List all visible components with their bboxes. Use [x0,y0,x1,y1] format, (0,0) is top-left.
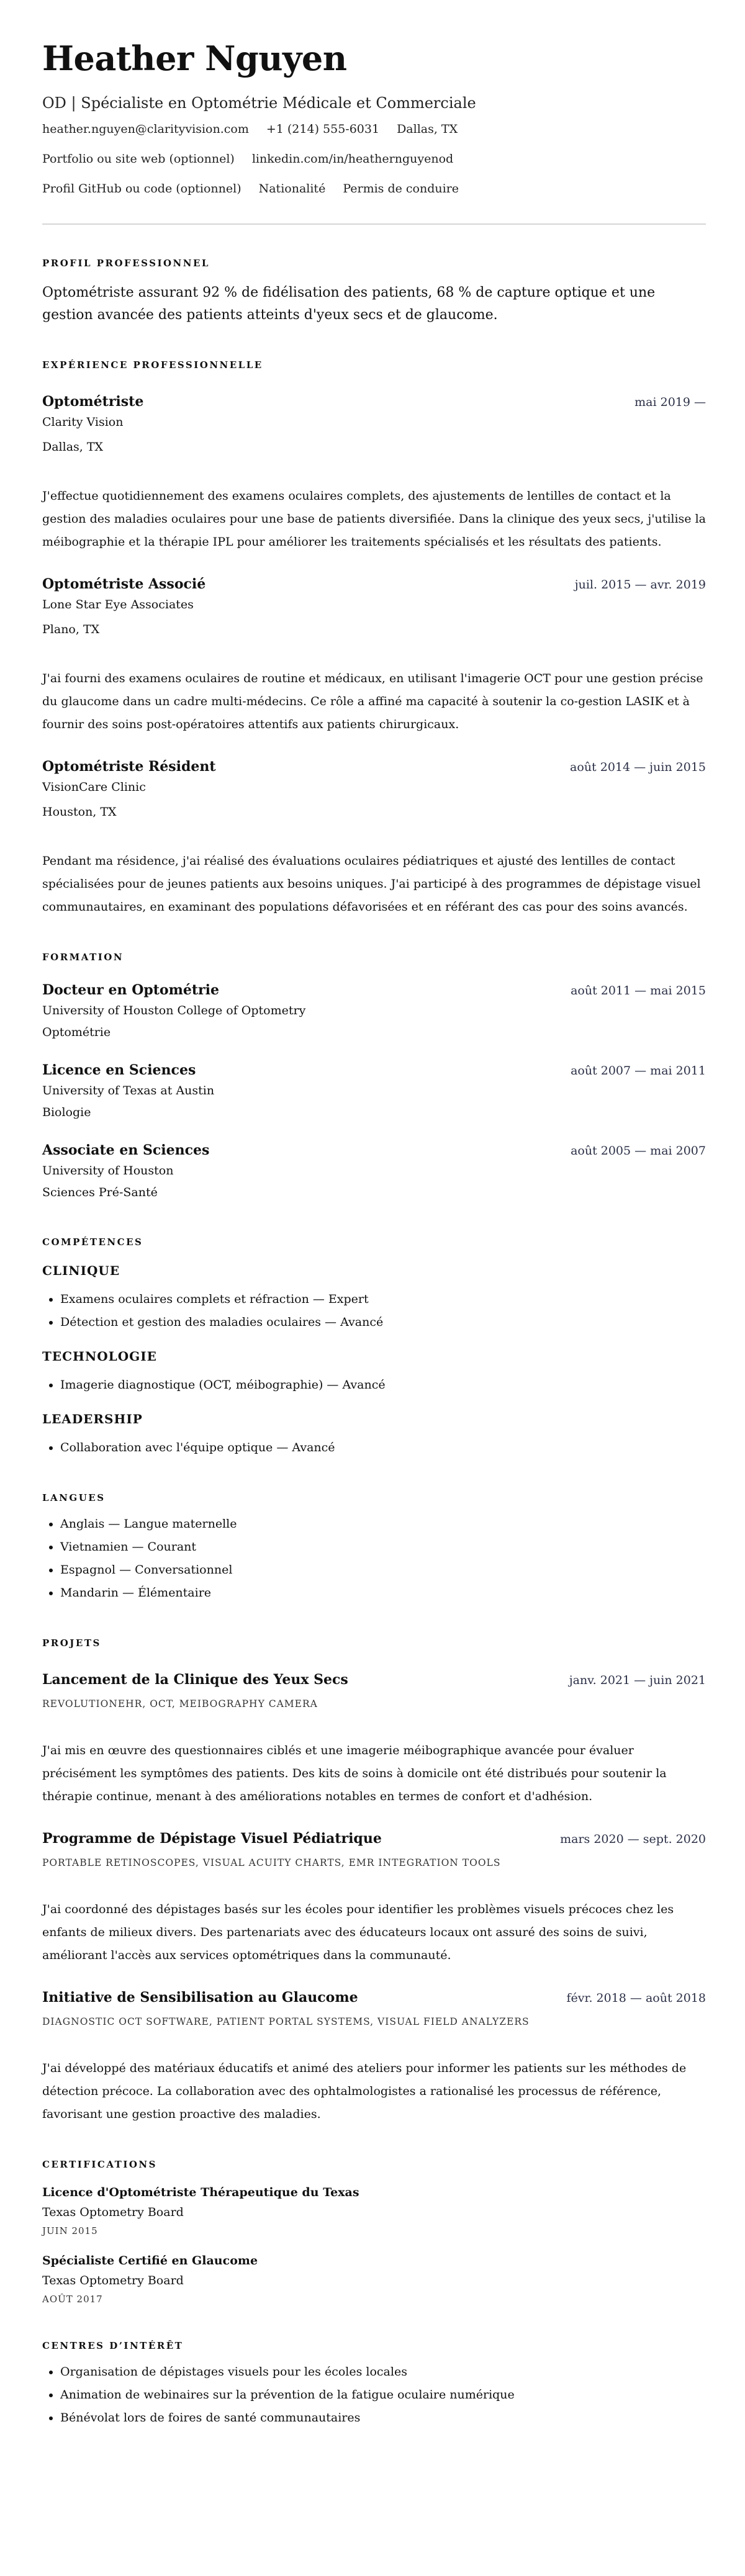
project-description: J'ai coordonné des dépistages basés sur les écoles pour identifier les problèmes visuels précoces chez les enfants de milieux divers. Des partenariats avec des éducateurs locaux ont assuré des soins de suivi, améliorant l'accès aux services optométriques dans la communauté. [42,1903,674,1962]
company-name: Clarity Vision [42,415,124,429]
interests-list [42,2361,706,2430]
date-range: janv. 2021 — juin 2021 [569,1673,706,1687]
skill-category: TECHNOLOGIE [42,1349,157,1364]
project-description: J'ai développé des matériaux éducatifs et animé des ateliers pour informer les patients sur les méthodes de détection précoce. La collaboration avec des ophtalmologistes a rationalisé les processus de référence, favorisant une gestion proactive des maladies. [42,2061,687,2121]
section-heading: LANGUES [42,1492,106,1503]
summary-text: Optométriste assurant 92 % de fidélisation des patients, 68 % de capture optique et une gestion avancée des patients atteints d'yeux secs et de glaucome. [42,285,656,323]
job-location: Plano, TX [42,623,100,636]
skill-list [42,1374,706,1397]
project-item [42,1670,706,1808]
contact-row [42,174,706,204]
email-link[interactable]: heather.nguyen@clarityvision.com [42,122,249,136]
job-title: Optométriste [42,394,144,410]
education-item [42,1141,706,1204]
certifications-section [42,2158,706,2307]
summary-section [42,257,706,327]
certification-issuer: Texas Optometry Board [42,2274,184,2287]
field-of-study: Sciences Pré-Santé [42,1186,158,1199]
candidate-name: Heather Nguyen [42,38,347,78]
field-of-study: Biologie [42,1106,91,1119]
education-section [42,951,706,1204]
item-header [42,1141,706,1160]
certification-issuer: Texas Optometry Board [42,2205,184,2219]
location: Dallas, TX [397,122,458,136]
job-description: J'effectue quotidiennement des examens oculaires complets, des ajustements de lentilles de contact et la gestion des maladies oculaires pour une base de patients diversifiée. Dans la clinique des yeux secs, j'utilise la méibographie et la thérapie IPL pour améliorer les traitements spécialisés et les résultats des patients. [42,489,706,549]
github-link[interactable]: Profil GitHub ou code (optionnel) [42,182,242,196]
date-range: août 2011 — mai 2015 [571,984,706,998]
certification-date: JUIN 2015 [42,2225,98,2236]
item-header [42,757,706,777]
item-header [42,575,706,594]
project-description: J'ai mis en œuvre des questionnaires ciblés et une imagerie méibographique avancée pour évaluer précisément les symptômes des patients. Des kits de soins à domicile ont été distribués pour soutenir la thérapie continue, menant à des améliorations notables en termes de confort et d'adhésion. [42,1744,667,1803]
linkedin-link[interactable]: linkedin.com/in/heathernguyenod [251,152,454,166]
certification-name: Licence d'Optométriste Thérapeutique du Texas [42,2186,359,2199]
date-range: mai 2019 — [634,395,706,409]
date-range: juil. 2015 — avr. 2019 [574,578,706,592]
language-item: • Vietnamien — Courant [60,1536,706,1559]
degree-title: Docteur en Optométrie [42,982,219,998]
experience-item [42,757,706,919]
section-heading: EXPÉRIENCE PROFESSIONNELLE [42,359,263,371]
resume-header [42,38,706,204]
header-divider [42,223,706,225]
item-header [42,1670,706,1690]
skill-item: • Imagerie diagnostique (OCT, méibographie) — Avancé [60,1374,706,1397]
driving-license: Permis de conduire [343,182,459,196]
company-name: Lone Star Eye Associates [42,598,194,611]
interest-item: • Bénévolat lors de foires de santé communautaires [60,2407,706,2430]
phone: +1 (214) 555-6031 [266,122,380,136]
certification-item [42,2183,706,2239]
certification-item [42,2251,706,2307]
project-technologies: REVOLUTIONEHR, OCT, MEIBOGRAPHY CAMERA [42,1698,318,1709]
job-title: Optométriste Résident [42,759,216,775]
date-range: août 2014 — juin 2015 [570,760,706,774]
skill-category: LEADERSHIP [42,1412,143,1426]
degree-title: Licence en Sciences [42,1062,196,1078]
section-heading: CERTIFICATIONS [42,2159,157,2170]
school-name: University of Houston College of Optometry [42,1004,306,1017]
interest-item: • Animation de webinaires sur la prévention de la fatigue oculaire numérique [60,2384,706,2407]
date-range: août 2007 — mai 2011 [571,1064,706,1078]
section-heading: CENTRES D’INTÉRÊT [42,2340,184,2351]
contact-row [42,144,706,174]
project-item [42,1988,706,2126]
interests-section [42,2340,706,2430]
interest-item: • Organisation de dépistages visuels pour les écoles locales [60,2361,706,2384]
project-title: Initiative de Sensibilisation au Glaucome [42,1989,358,2006]
projects-section [42,1637,706,2126]
experience-item [42,575,706,736]
item-header [42,392,706,412]
skills-section [42,1236,706,1459]
date-range: août 2005 — mai 2007 [571,1144,706,1158]
portfolio-link[interactable]: Portfolio ou site web (optionnel) [42,152,235,166]
language-item: • Mandarin — Élémentaire [60,1582,706,1605]
item-header [42,1061,706,1080]
project-item [42,1829,706,1967]
degree-title: Associate en Sciences [42,1142,210,1158]
school-name: University of Texas at Austin [42,1084,215,1097]
date-range: févr. 2018 — août 2018 [566,1991,706,2005]
professional-title: OD | Spécialiste en Optométrie Médicale et Commerciale [42,94,476,112]
job-location: Dallas, TX [42,440,104,454]
job-description: J'ai fourni des examens oculaires de routine et médicaux, en utilisant l'imagerie OCT pour une gestion précise du glaucome dans un cadre multi-médecins. Ce rôle a affiné ma capacité à soutenir la co-gestion LASIK et à fournir des soins post-opératoires attentifs aux patients chirurgicaux. [42,672,703,731]
skill-list [42,1288,706,1334]
job-title: Optométriste Associé [42,576,206,592]
item-header [42,1988,706,2007]
skill-category: CLINIQUE [42,1263,120,1278]
project-technologies: PORTABLE RETINOSCOPES, VISUAL ACUITY CHARTS, EMR INTEGRATION TOOLS [42,1857,501,1868]
certification-name: Spécialiste Certifié en Glaucome [42,2254,258,2268]
language-item: • Espagnol — Conversationnel [60,1559,706,1582]
section-heading: FORMATION [42,952,124,963]
project-title: Programme de Dépistage Visuel Pédiatrique [42,1831,382,1847]
language-item: • Anglais — Langue maternelle [60,1513,706,1536]
languages-section [42,1492,706,1605]
contact-row [42,114,706,144]
item-header [42,1829,706,1849]
item-header [42,981,706,1000]
certification-date: AOÛT 2017 [42,2294,103,2305]
education-item [42,981,706,1043]
experience-item [42,392,706,554]
section-heading: COMPÉTENCES [42,1236,143,1248]
skill-item: • Collaboration avec l'équipe optique — Avancé [60,1436,706,1459]
section-heading: PROFIL PROFESSIONNEL [42,258,210,269]
date-range: mars 2020 — sept. 2020 [560,1832,706,1846]
company-name: VisionCare Clinic [42,780,146,794]
skill-item: • Examens oculaires complets et réfraction — Expert [60,1288,706,1311]
job-description: Pendant ma résidence, j'ai réalisé des évaluations oculaires pédiatriques et ajusté des lentilles de contact spécialisées pour de jeunes patients aux besoins uniques. J'ai participé à des programmes de dépistage visuel communautaires, en examinant des populations défavorisées et en référant des cas pour des soins avancés. [42,854,701,914]
nationality: Nationalité [258,182,326,196]
project-title: Lancement de la Clinique des Yeux Secs [42,1672,348,1688]
experience-section [42,359,706,919]
skill-item: • Détection et gestion des maladies oculaires — Avancé [60,1311,706,1334]
school-name: University of Houston [42,1164,174,1178]
section-heading: PROJETS [42,1637,101,1649]
education-item [42,1061,706,1124]
skill-list [42,1436,706,1459]
field-of-study: Optométrie [42,1025,111,1039]
project-technologies: DIAGNOSTIC OCT SOFTWARE, PATIENT PORTAL SYSTEMS, VISUAL FIELD ANALYZERS [42,2016,530,2027]
languages-list [42,1513,706,1605]
job-location: Houston, TX [42,805,117,819]
